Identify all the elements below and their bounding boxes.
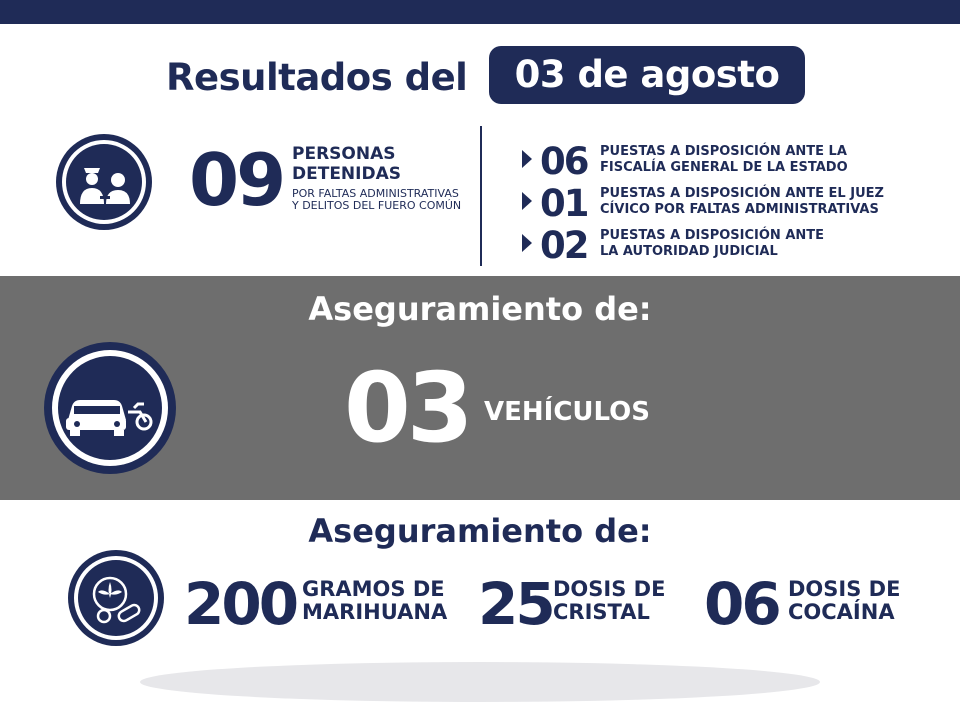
puesta-text-1: PUESTAS A DISPOSICIÓN ANTE [600, 228, 825, 243]
puesta-text-1: PUESTAS A DISPOSICIÓN ANTE EL JUEZ [600, 186, 884, 201]
drug-label-2: MARIHUANA [302, 600, 448, 624]
vehicles-label: VEHÍCULOS [484, 397, 650, 427]
drugs-title: Aseguramiento de: [308, 512, 652, 550]
drug-amount: 200 [184, 570, 297, 638]
arrow-right-icon [522, 192, 532, 210]
vehicles-title: Aseguramiento de: [308, 290, 652, 328]
bottom-decoration [140, 662, 820, 702]
detenidos-label-2: DETENIDAS [292, 164, 401, 184]
arrest-icon [56, 134, 152, 230]
drug-label-1: DOSIS DE [553, 577, 666, 601]
detenidos-count: 09 [189, 138, 284, 222]
puesta-item [522, 184, 942, 224]
puesta-text-1: PUESTAS A DISPOSICIÓN ANTE LA [600, 144, 847, 159]
drug-label-2: CRISTAL [553, 600, 650, 624]
drug-label-1: GRAMOS DE [302, 577, 445, 601]
arrow-right-icon [522, 234, 532, 252]
drugs-icon [68, 550, 164, 646]
detenidos-sub-1: POR FALTAS ADMINISTRATIVAS [292, 187, 459, 200]
puesta-num: 06 [540, 140, 588, 183]
puesta-text-2: FISCALÍA GENERAL DE LA ESTADO [600, 160, 848, 175]
vehicles-count: 03 [344, 352, 470, 464]
arrow-right-icon [522, 150, 532, 168]
puesta-text-2: CÍVICO POR FALTAS ADMINISTRATIVAS [600, 202, 879, 217]
page-title: Resultados del [166, 56, 468, 99]
drug-label-1: DOSIS DE [788, 577, 901, 601]
section-divider [480, 126, 482, 266]
drug-amount: 25 [478, 570, 553, 638]
date-badge: 03 de agosto [489, 46, 805, 104]
puesta-num: 01 [540, 182, 588, 225]
drug-amount: 06 [704, 570, 779, 638]
title-row [0, 46, 960, 106]
puesta-text-2: LA AUTORIDAD JUDICIAL [600, 244, 778, 259]
top-bar [0, 0, 960, 24]
puesta-num: 02 [540, 224, 588, 267]
puesta-item [522, 142, 942, 182]
detenidos-sub-2: Y DELITOS DEL FUERO COMÚN [292, 199, 462, 212]
car-motorcycle-icon [44, 342, 176, 474]
detenidos-label-1: PERSONAS [292, 144, 396, 164]
drug-label-2: COCAÍNA [788, 600, 895, 624]
puesta-item [522, 226, 942, 266]
